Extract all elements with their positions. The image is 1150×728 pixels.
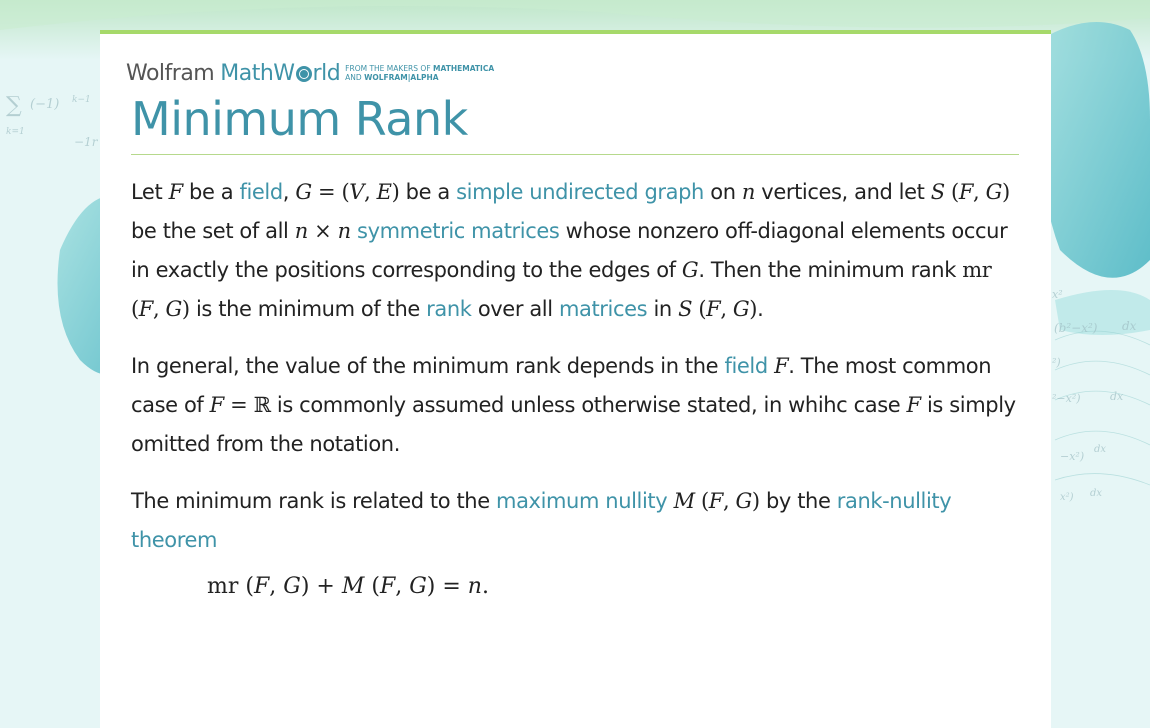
logo-mathworld-post: rld <box>312 60 341 86</box>
text: Let <box>131 180 169 204</box>
math: F <box>209 393 224 417</box>
math: mr ( <box>207 574 254 599</box>
math: ) <box>391 180 400 204</box>
logo-wolfram-text: Wolfram <box>126 60 215 86</box>
svg-text:(b²−x²): (b²−x²) <box>1054 321 1098 335</box>
text: . <box>757 297 764 321</box>
text: over all <box>471 297 559 321</box>
math: mr ( <box>131 258 992 321</box>
mathworld-logo[interactable] <box>126 58 494 88</box>
math: , <box>395 574 410 599</box>
text: is the minimum of the <box>189 297 427 321</box>
math: , <box>269 574 284 599</box>
tagline-line1-bold: MATHEMATICA <box>433 64 495 73</box>
math: G <box>283 574 301 599</box>
math: F <box>379 574 396 599</box>
svg-text:x²): x²) <box>1060 492 1074 503</box>
math: F <box>708 489 723 513</box>
link-field[interactable]: field <box>239 180 283 204</box>
math: . <box>481 574 489 599</box>
link-rank-nullity-theorem[interactable]: rank-nullity theorem <box>131 489 952 552</box>
link-symmetric-matrices[interactable]: symmetric matrices <box>357 219 560 243</box>
text: in <box>647 297 679 321</box>
math: G <box>295 180 312 204</box>
svg-text:dx: dx <box>1122 319 1137 333</box>
math: × <box>307 219 338 243</box>
math: ) <box>181 297 190 321</box>
svg-text:dx: dx <box>1090 488 1103 499</box>
math: G <box>985 180 1002 204</box>
math: , <box>720 297 733 321</box>
text: whose nonzero off-diagonal elements occur in exactly the positions corresponding to the edges of <box>131 219 1008 282</box>
math: M <box>673 489 695 513</box>
svg-text:k−1: k−1 <box>72 95 91 105</box>
math: ) + <box>300 574 342 599</box>
display-equation <box>207 574 489 599</box>
math: ) = <box>426 574 468 599</box>
logo-mathworld-pre: MathW <box>220 60 295 86</box>
text: by the <box>759 489 837 513</box>
math: S <box>678 297 693 321</box>
math: G <box>732 297 750 321</box>
math: M <box>341 574 365 599</box>
text: on <box>703 180 742 204</box>
text: vertices, and let <box>755 180 931 204</box>
math: ( <box>364 574 380 599</box>
tagline-line1: FROM THE MAKERS OF <box>345 64 431 73</box>
svg-text:x²: x² <box>1052 288 1063 301</box>
math: G <box>681 258 699 282</box>
text: is commonly assumed unless otherwise stated, in whihc case <box>270 393 907 417</box>
text: . Then the minimum rank <box>698 258 963 282</box>
math: ) <box>751 489 760 513</box>
text: be the set of all <box>131 219 295 243</box>
math: G <box>409 574 427 599</box>
link-rank[interactable]: rank <box>426 297 472 321</box>
math: F <box>706 297 721 321</box>
math: = ( <box>311 180 350 204</box>
math: S <box>930 180 945 204</box>
math: n <box>467 574 482 599</box>
math: , <box>364 180 377 204</box>
link-simple-undirected-graph[interactable]: simple undirected graph <box>456 180 704 204</box>
svg-text:(−1): (−1) <box>30 97 60 112</box>
text: . The most common case of <box>131 354 992 417</box>
math: = ℝ <box>223 393 271 417</box>
text: , <box>282 180 296 204</box>
article-body <box>131 173 1021 578</box>
math: G <box>165 297 182 321</box>
paragraph-1 <box>131 173 1021 329</box>
svg-text:−x²): −x²) <box>1060 450 1085 463</box>
math: F <box>774 354 789 378</box>
math: ( <box>694 489 709 513</box>
math: G <box>735 489 752 513</box>
article-card <box>100 30 1051 728</box>
math: F <box>168 180 183 204</box>
logo-tagline <box>345 64 494 82</box>
math: E <box>376 180 392 204</box>
math: n <box>294 219 308 243</box>
tagline-line2: AND <box>345 73 362 82</box>
math: , <box>973 180 986 204</box>
globe-icon <box>296 66 312 82</box>
math: V <box>349 180 365 204</box>
math: ( <box>944 180 959 204</box>
svg-text:dx: dx <box>1110 390 1124 403</box>
svg-text:²−x²): ²−x²) <box>1052 392 1081 405</box>
math: F <box>958 180 973 204</box>
svg-text:∑: ∑ <box>6 93 22 118</box>
paragraph-2 <box>131 347 1021 464</box>
math: F <box>138 297 153 321</box>
svg-text:−1r: −1r <box>74 135 98 149</box>
text: be a <box>399 180 457 204</box>
text: The minimum rank is related to the <box>131 489 497 513</box>
title-divider <box>131 154 1019 155</box>
link-maximum-nullity[interactable]: maximum nullity <box>496 489 668 513</box>
math: F <box>906 393 921 417</box>
math: ) <box>749 297 758 321</box>
text: be a <box>182 180 240 204</box>
paragraph-3 <box>131 482 1021 560</box>
link-field[interactable]: field <box>724 354 768 378</box>
math: ) <box>1001 180 1010 204</box>
math: n <box>741 180 756 204</box>
logo-mathworld-text <box>220 61 340 86</box>
math: n <box>337 219 351 243</box>
svg-text:²): ²) <box>1052 356 1061 369</box>
text: In general, the value of the minimum rank depends in the <box>131 354 725 378</box>
page-title: Minimum Rank <box>131 92 468 146</box>
link-matrices[interactable]: matrices <box>558 297 648 321</box>
math: ( <box>692 297 707 321</box>
tagline-line2-bold: WOLFRAM|ALPHA <box>364 73 439 82</box>
svg-text:k=1: k=1 <box>6 127 25 137</box>
math: F <box>253 574 270 599</box>
text: is simply omitted from the notation. <box>131 393 1016 456</box>
svg-text:dx: dx <box>1094 444 1107 455</box>
math: , <box>722 489 736 513</box>
math: , <box>152 297 166 321</box>
